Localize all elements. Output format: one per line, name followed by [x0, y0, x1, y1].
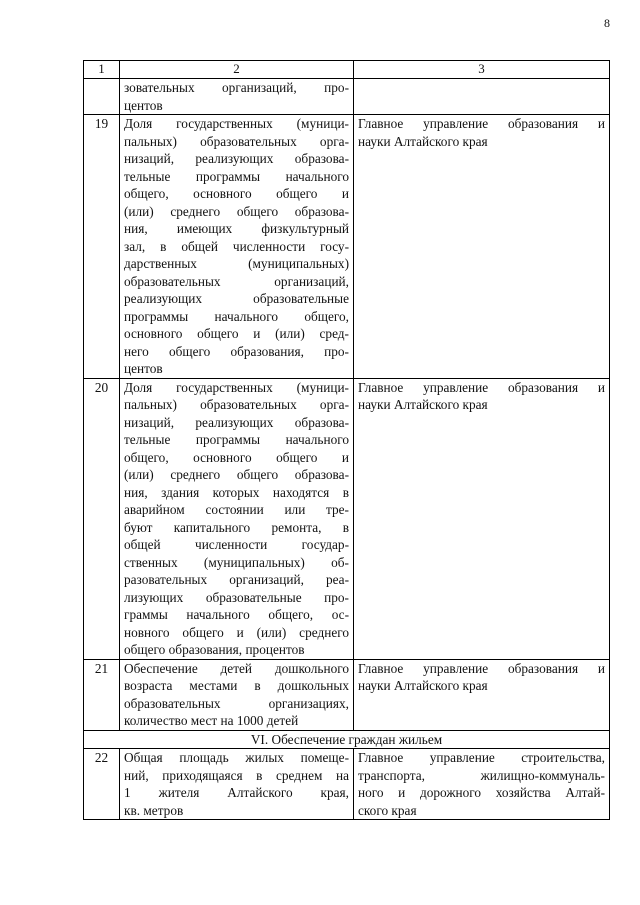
text-line: Общая площадь жилых помеще- — [124, 750, 349, 765]
responsible-cell — [354, 79, 610, 115]
text-line: Доля государственных (муници- — [124, 116, 349, 131]
text-line: (или) среднего общего образова- — [124, 203, 349, 219]
text-line: образовательных организаций, — [124, 273, 349, 289]
text-line: Главное управление строительства, — [358, 750, 605, 765]
indicator-cell — [120, 378, 354, 659]
text-line: лизующих образовательные про- — [124, 589, 349, 605]
text-line: науки Алтайского края — [358, 397, 488, 412]
text-line: ния, здания которых находятся в — [124, 484, 349, 500]
text-line: общей численности государ- — [124, 537, 349, 552]
text-line: количество мест на 1000 детей — [124, 713, 299, 728]
text-line: общего, основного общего и — [124, 449, 349, 465]
table-header-row — [84, 61, 610, 79]
text-line: буют капитального ремонта, в — [124, 519, 349, 535]
responsible-cell — [354, 115, 610, 379]
text-line: ного и дорожного хозяйства Алтай- — [358, 785, 605, 800]
table-row-continuation — [84, 79, 610, 115]
text-line: транспорта, жилищно-коммуналь- — [358, 767, 605, 783]
text-line: граммы начального общего, ос- — [124, 607, 349, 622]
text-line: пальных) образовательных орга- — [124, 133, 349, 149]
text-line: разовательных организаций, реа- — [124, 572, 349, 587]
table-row — [84, 749, 610, 820]
text-line: кв. метров — [124, 802, 184, 818]
text-line: 1 жителя Алтайского края, — [124, 785, 349, 800]
responsible-cell — [354, 749, 610, 820]
text-line: зал, в общей численности госу- — [124, 238, 349, 254]
text-line: центов — [124, 97, 163, 113]
text-line: Главное управление образования и — [358, 116, 605, 131]
row-number-cell: 22 — [84, 749, 120, 820]
row-number-cell: 21 — [84, 659, 120, 730]
text-line: низаций, реализующих образова- — [124, 414, 349, 430]
text-line: реализующих образовательные — [124, 291, 349, 306]
row-number-cell — [84, 79, 120, 115]
text-line: Главное управление образования и — [358, 379, 605, 395]
text-line: Главное управление образования и — [358, 660, 605, 676]
text-line: пальных) образовательных орга- — [124, 397, 349, 412]
text-line: центов — [124, 361, 163, 376]
indicator-cell — [120, 115, 354, 379]
column-header: 3 — [354, 61, 610, 79]
responsible-cell — [354, 378, 610, 659]
indicator-cell — [120, 659, 354, 730]
text-line: Обеспечение детей дошкольного — [124, 660, 349, 676]
text-line: общего образования, процентов — [124, 642, 305, 657]
text-line: общего, основного общего и — [124, 186, 349, 201]
text-line: науки Алтайского края — [358, 678, 488, 693]
section-heading-row — [84, 730, 610, 749]
table-row — [84, 378, 610, 659]
text-line: науки Алтайского края — [358, 133, 488, 149]
column-header: 2 — [120, 61, 354, 79]
text-line: программы начального общего, — [124, 308, 349, 324]
page-number: 8 — [604, 16, 610, 30]
text-line: возраста местами в дошкольных — [124, 678, 349, 693]
text-line: Доля государственных (муници- — [124, 379, 349, 395]
text-line: образовательных организациях, — [124, 695, 349, 711]
text-line: него общего образования, про- — [124, 343, 349, 359]
text-line: зовательных организаций, про- — [124, 80, 349, 95]
text-line: ний, приходящаяся в среднем на — [124, 767, 349, 783]
row-number-cell: 20 — [84, 378, 120, 659]
text-line: ственных (муниципальных) об- — [124, 554, 349, 570]
indicator-cell — [120, 749, 354, 820]
text-line: основного общего и (или) сред- — [124, 326, 349, 341]
text-line: низаций, реализующих образова- — [124, 151, 349, 166]
text-line: ния, имеющих физкультурный — [124, 221, 349, 236]
section-heading: VI. Обеспечение граждан жильем — [84, 730, 610, 749]
responsible-cell — [354, 659, 610, 730]
indicators-table — [83, 60, 610, 820]
table-row — [84, 659, 610, 730]
text-line: тельные программы начального — [124, 432, 349, 447]
text-line: новного общего и (или) среднего — [124, 624, 349, 640]
text-line: (или) среднего общего образова- — [124, 467, 349, 482]
text-line: аварийном состоянии или тре- — [124, 502, 349, 517]
row-number-cell: 19 — [84, 115, 120, 379]
column-header: 1 — [84, 61, 120, 79]
text-line: дарственных (муниципальных) — [124, 256, 349, 271]
indicator-cell — [120, 79, 354, 115]
text-line: ского края — [358, 802, 417, 818]
table-row — [84, 115, 610, 379]
text-line: тельные программы начального — [124, 168, 349, 184]
